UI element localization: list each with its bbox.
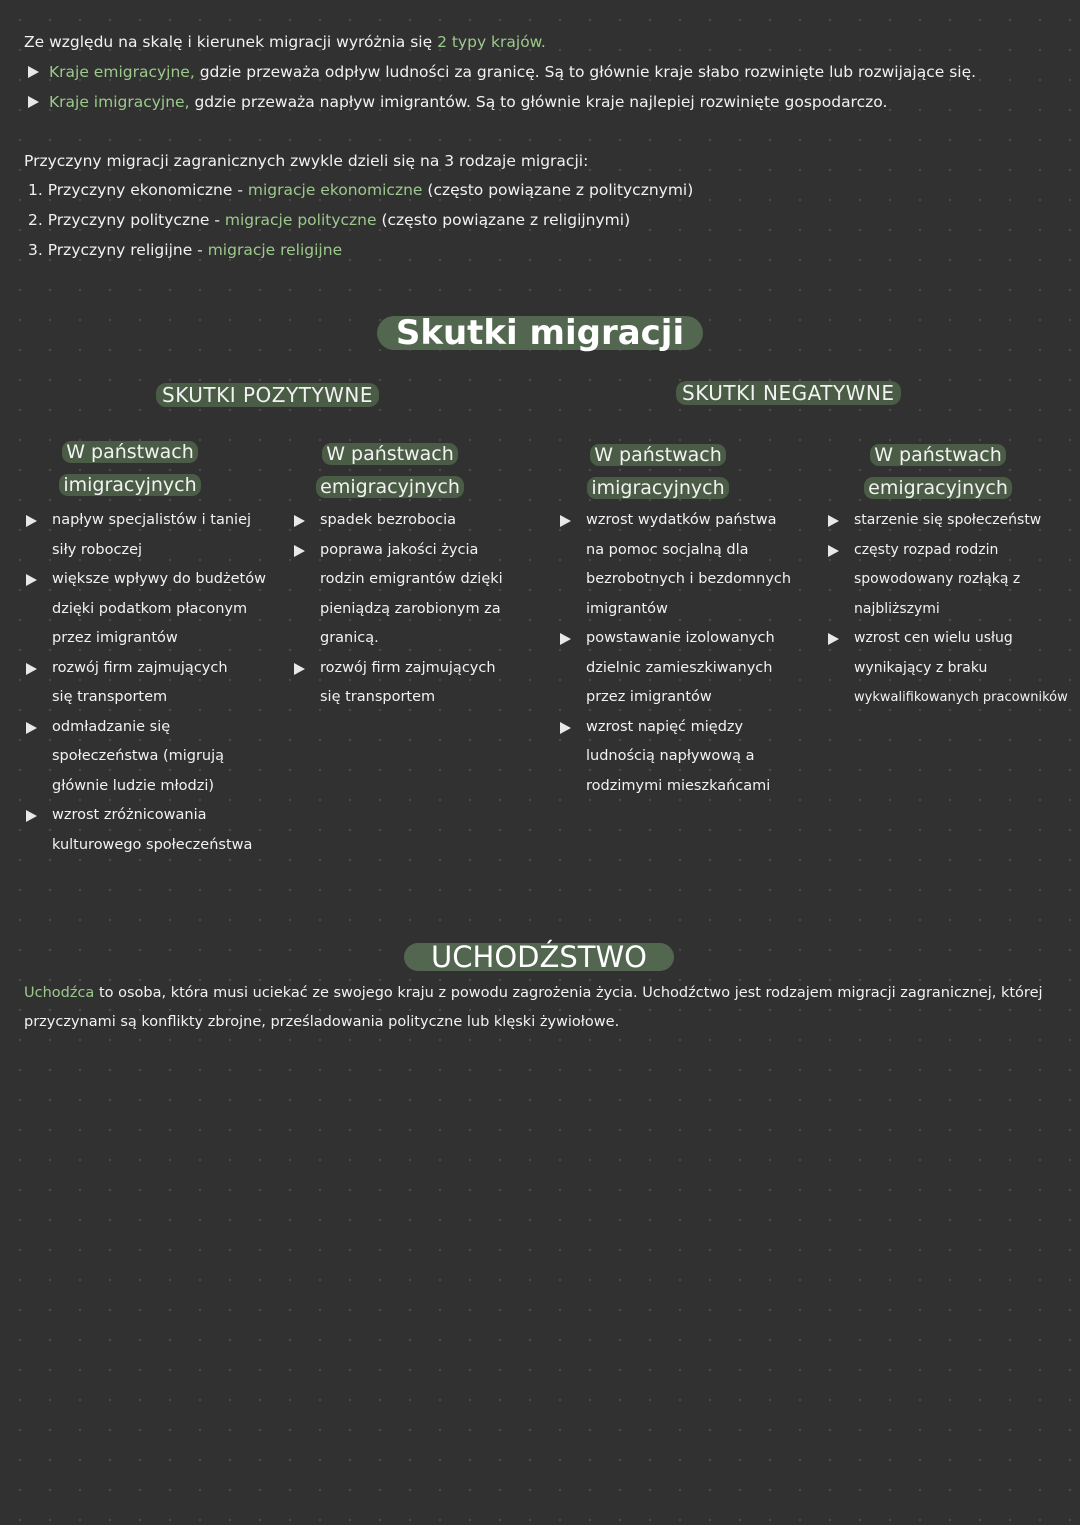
list-item	[294, 565, 534, 595]
list-item-text: wzrost wydatków państwa	[586, 512, 777, 528]
triangle-bullet-icon	[26, 515, 37, 527]
country-type-text: gdzie przeważa odpływ ludności za granicę. Są to głównie kraje słabo rozwinięte lub rozwijające się.	[199, 63, 977, 81]
list-item-text: poprawa jakości życia	[320, 541, 479, 558]
column-heading-line: emigracyjnych	[864, 477, 1012, 499]
column-heading-line: emigracyjnych	[316, 476, 464, 498]
list-item	[560, 595, 810, 625]
list-item-text: imigrantów	[586, 600, 668, 617]
list-item	[560, 624, 810, 654]
list-item-text: na pomoc socjalną dla	[586, 541, 749, 558]
list-item-text: większe wpływy do budżetów	[52, 571, 266, 587]
triangle-bullet-icon	[26, 574, 37, 586]
country-type-text: gdzie przeważa napływ imigrantów. Są to głównie kraje najlepiej rozwinięte gospodarczo.	[194, 93, 888, 111]
list-item-text: rozwój firm zajmujących	[320, 659, 496, 676]
refugees-text-line	[24, 985, 1043, 1001]
triangle-bullet-icon	[828, 545, 839, 557]
list-item-text: spadek bezrobocia	[320, 512, 456, 528]
list-item	[26, 506, 276, 536]
list-item	[560, 713, 810, 743]
list-item	[294, 624, 534, 654]
list-item	[26, 831, 276, 861]
list-item	[560, 536, 810, 566]
list-item-text: się transportem	[52, 689, 168, 705]
cause-note: (często powiązane z politycznymi)	[427, 181, 694, 199]
triangle-bullet-icon	[28, 96, 39, 108]
list-item	[828, 565, 1078, 595]
negative-effects-title	[676, 381, 901, 405]
negative-effects-label: SKUTKI NEGATYWNE	[676, 381, 901, 405]
column-heading-line: W państwach	[322, 443, 458, 465]
list-item-text: rozwój firm zajmujących	[52, 659, 228, 676]
column-heading-line: imigracyjnych	[59, 474, 200, 496]
intro-text: Ze względu na skalę i kierunek migracji wyróżnia się	[24, 33, 433, 51]
list-item	[26, 624, 276, 654]
list-item	[560, 742, 810, 772]
cause-number: 3.	[28, 241, 43, 259]
cause-type: migracje ekonomiczne	[247, 181, 423, 199]
cause-type: migracje polityczne	[224, 211, 377, 229]
triangle-bullet-icon	[560, 722, 571, 734]
list-item	[26, 536, 276, 566]
list-item-text: społeczeństwa (migrują	[52, 748, 225, 764]
effects-list	[294, 506, 534, 713]
list-item	[26, 683, 276, 713]
list-item	[828, 595, 1078, 625]
effects-list	[26, 506, 276, 860]
column-heading-line: W państwach	[590, 444, 726, 466]
list-item	[560, 772, 810, 802]
list-item-text: kulturowego społeczeństwa	[52, 836, 253, 853]
list-item-text: powstawanie izolowanych	[586, 630, 775, 646]
list-item	[26, 713, 276, 743]
list-item	[26, 742, 276, 772]
list-item-text: wynikający z braku	[854, 659, 988, 676]
column-heading	[300, 438, 480, 504]
list-item-text: granicą.	[320, 630, 379, 646]
triangle-bullet-icon	[560, 633, 571, 645]
list-item-text: ludnością napływową a	[586, 748, 755, 764]
list-item-text: głównie ludzie młodzi)	[52, 777, 215, 794]
list-item-text: wzrost napięć między	[586, 718, 744, 735]
refugees-text-line: przyczynami są konflikty zbrojne, prześladowania polityczne lub klęski żywiołowe.	[24, 1014, 620, 1030]
cause-type: migracje religijne	[207, 241, 343, 259]
list-item-text: wzrost cen wielu usług	[854, 630, 1013, 646]
country-type-term: Kraje imigracyjne,	[49, 93, 190, 111]
cause-name: Przyczyny ekonomiczne -	[47, 181, 243, 199]
intro-line	[24, 33, 546, 51]
list-item-text: bezrobotnych i bezdomnych	[586, 571, 792, 587]
list-item	[294, 654, 534, 684]
list-item-text: spowodowany rozłąką z	[854, 571, 1021, 587]
refugees-term: Uchodźca	[24, 985, 95, 1001]
list-item	[26, 772, 276, 802]
list-item-text: starzenie się społeczeństw	[854, 512, 1042, 528]
cause-item	[28, 181, 693, 199]
triangle-bullet-icon	[294, 663, 305, 675]
list-item	[828, 683, 1078, 713]
list-item	[294, 595, 534, 625]
list-item	[26, 595, 276, 625]
cause-note: (często powiązane z religijnymi)	[381, 211, 631, 229]
list-item-text: przez imigrantów	[586, 689, 712, 705]
triangle-bullet-icon	[294, 545, 305, 557]
triangle-bullet-icon	[26, 810, 37, 822]
column-heading	[568, 439, 748, 505]
refugees-title: UCHODŹSTWO	[404, 943, 674, 971]
triangle-bullet-icon	[28, 66, 39, 78]
list-item	[828, 536, 1078, 566]
list-item-text: dzielnic zamieszkiwanych	[586, 659, 773, 676]
list-item-text: wykwalifikowanych pracowników	[854, 690, 1068, 705]
list-item-text: rodzimymi mieszkańcami	[586, 777, 771, 794]
cause-number: 1.	[28, 181, 43, 199]
positive-effects-title	[156, 383, 379, 407]
country-type-item	[28, 63, 976, 81]
refugees-definition: to osoba, która musi uciekać ze swojego kraju z powodu zagrożenia życia. Uchodźctwo jest rodzajem migracji zagranicznej, której	[98, 985, 1043, 1001]
list-item-text: dzięki podatkom płaconym	[52, 600, 248, 617]
triangle-bullet-icon	[26, 663, 37, 675]
column-heading	[848, 439, 1028, 505]
list-item	[828, 654, 1078, 684]
list-item-text: najbliższymi	[854, 600, 940, 617]
list-item-text: się transportem	[320, 689, 436, 705]
cause-name: Przyczyny religijne -	[47, 241, 203, 259]
list-item	[560, 506, 810, 536]
list-item	[294, 506, 534, 536]
effects-list	[560, 506, 810, 801]
triangle-bullet-icon	[560, 515, 571, 527]
country-type-item	[28, 93, 887, 111]
list-item	[26, 565, 276, 595]
list-item-text: rodzin emigrantów dzięki	[320, 571, 503, 587]
triangle-bullet-icon	[828, 633, 839, 645]
triangle-bullet-icon	[294, 515, 305, 527]
country-type-term: Kraje emigracyjne,	[49, 63, 195, 81]
list-item	[560, 654, 810, 684]
list-item	[828, 624, 1078, 654]
list-item	[26, 654, 276, 684]
list-item	[294, 683, 534, 713]
list-item-text: wzrost zróżnicowania	[52, 807, 207, 823]
list-item	[560, 683, 810, 713]
cause-number: 2.	[28, 211, 43, 229]
list-item	[828, 506, 1078, 536]
effects-list	[828, 506, 1078, 713]
list-item-text: pieniądzą zarobionym za	[320, 600, 501, 617]
triangle-bullet-icon	[26, 722, 37, 734]
intro-highlight: 2 typy krajów.	[437, 33, 546, 51]
list-item	[26, 801, 276, 831]
cause-item	[28, 211, 630, 229]
list-item	[560, 565, 810, 595]
list-item	[294, 536, 534, 566]
list-item-text: napływ specjalistów i taniej	[52, 512, 252, 528]
effects-title: Skutki migracji	[377, 316, 703, 350]
column-heading-line: imigracyjnych	[587, 477, 728, 499]
triangle-bullet-icon	[828, 515, 839, 527]
causes-lead: Przyczyny migracji zagranicznych zwykle dzieli się na 3 rodzaje migracji:	[24, 152, 589, 170]
list-item-text: częsty rozpad rodzin	[854, 541, 999, 558]
list-item-text: przez imigrantów	[52, 630, 178, 646]
list-item-text: odmładzanie się	[52, 718, 171, 735]
column-heading	[40, 436, 220, 502]
cause-item	[28, 241, 342, 259]
column-heading-line: W państwach	[870, 444, 1006, 466]
positive-effects-label: SKUTKI POZYTYWNE	[156, 383, 379, 407]
list-item-text: siły roboczej	[52, 541, 143, 558]
column-heading-line: W państwach	[62, 441, 198, 463]
cause-name: Przyczyny polityczne -	[47, 211, 220, 229]
